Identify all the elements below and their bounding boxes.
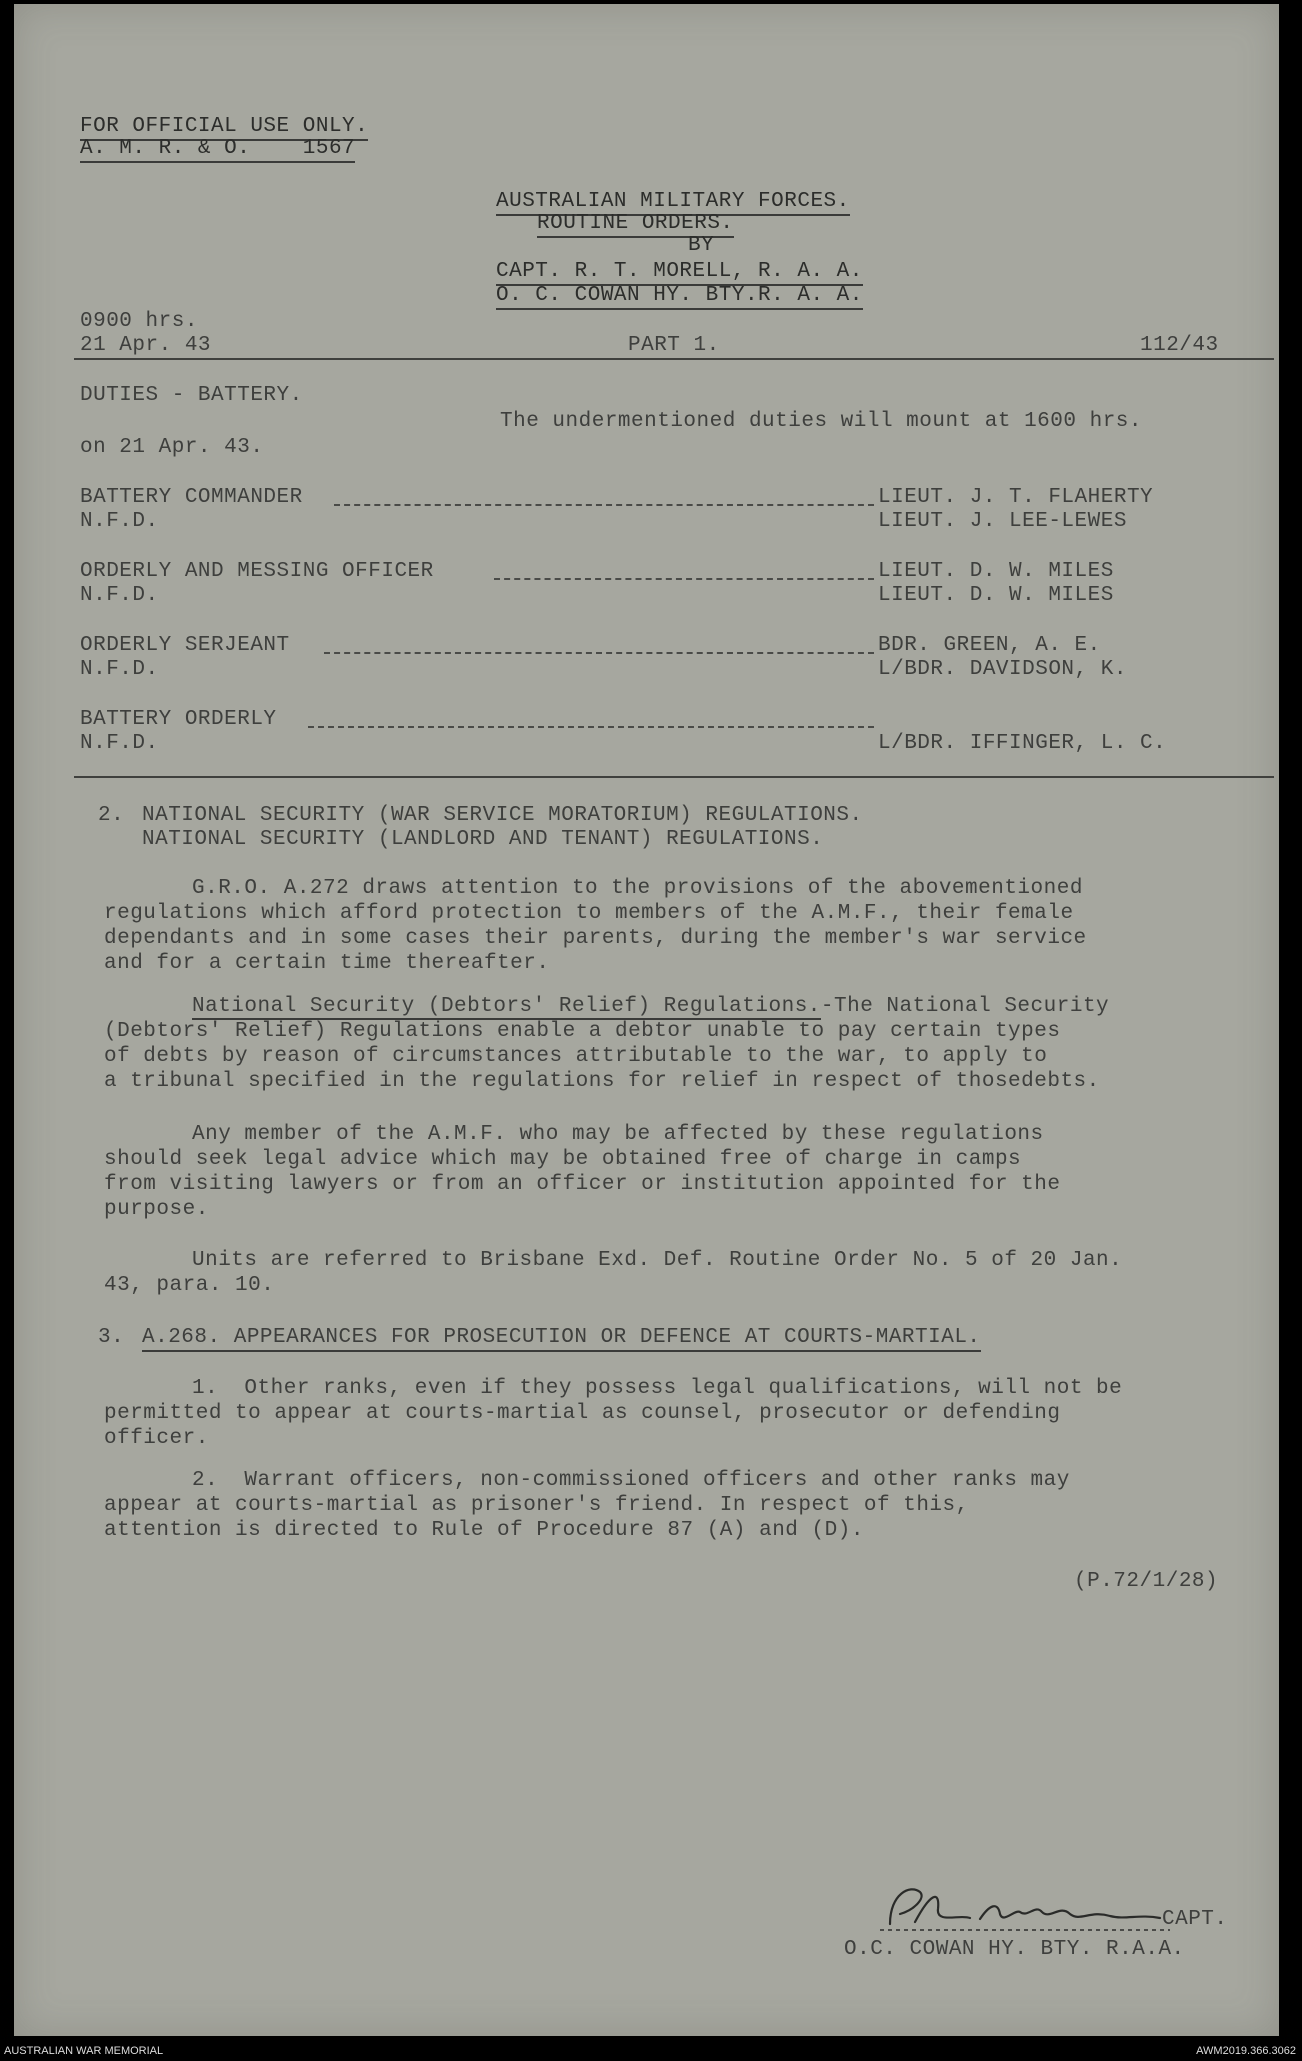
duties-heading: DUTIES - BATTERY. [80, 384, 303, 407]
duty-name-1: LIEUT. D. W. MILES [878, 560, 1114, 583]
section-3-para-1: 1. Other ranks, even if they possess legal qualifications, will not be permitted to appear at courts-martial as counsel, prosecutor or defending officer. [104, 1377, 1123, 1450]
duty-role: BATTERY COMMANDER [80, 486, 303, 509]
section-2-para-4: Units are referred to Brisbane Exd. Def. Routine Order No. 5 of 20 Jan. 43, para. 10. [104, 1249, 1123, 1297]
duties-date: on 21 Apr. 43. [80, 436, 264, 459]
duty-name-2: LIEUT. D. W. MILES [878, 584, 1114, 607]
file-reference: (P.72/1/28) [1074, 1570, 1219, 1593]
title-by: BY [688, 234, 715, 257]
section-3-heading: A.268. APPEARANCES FOR PROSECUTION OR DEFENCE AT COURTS-MARTIAL. [142, 1326, 981, 1352]
duty-role: ORDERLY SERJEANT [80, 634, 290, 657]
leader-dots [308, 726, 874, 728]
section-2-para-3: Any member of the A.M.F. who may be affected by these regulations should seek legal advice which may be obtained free of charge in camps from visiting lawyers or from an officer or institution appointed for the purpose. [104, 1123, 1061, 1221]
duty-name-2: L/BDR. DAVIDSON, K. [878, 658, 1127, 681]
footer-right: AWM2019.366.3062 [1196, 2045, 1296, 2057]
section-divider [74, 776, 1274, 778]
section-3-number: 3. [98, 1326, 125, 1349]
section-2-heading-2: NATIONAL SECURITY (LANDLORD AND TENANT) REGULATIONS. [142, 828, 824, 851]
duty-sub: N.F.D. [80, 510, 159, 533]
header-divider [74, 358, 1274, 360]
section-2-para-1: G.R.O. A.272 draws attention to the provisions of the abovementioned regulations which afford protection to members of the A.M.F., their female dependants and in some cases their parents, during the member's war service and for a certain time thereafter. [104, 877, 1087, 975]
title-oc: O. C. COWAN HY. BTY.R. A. A. [496, 284, 863, 310]
section-2-number: 2. [98, 804, 125, 827]
amr-reference: A. M. R. & O. 1567 [80, 137, 355, 163]
section-2-heading-1: NATIONAL SECURITY (WAR SERVICE MORATORIUM) REGULATIONS. [142, 804, 863, 827]
leader-dots [494, 578, 874, 580]
duty-sub: N.F.D. [80, 658, 159, 681]
duties-intro: The undermentioned duties will mount at 1600 hrs. [500, 410, 1143, 433]
debtors-relief-heading: National Security (Debtors' Relief) Regulations. [192, 995, 821, 1018]
duty-name-1: BDR. GREEN, A. E. [878, 634, 1101, 657]
document-page [14, 4, 1279, 2036]
duty-role: BATTERY ORDERLY [80, 708, 277, 731]
title-forces: AUSTRALIAN MILITARY FORCES. [496, 190, 850, 216]
order-number: 112/43 [1140, 334, 1219, 357]
order-date: 21 Apr. 43 [80, 334, 212, 357]
footer-left: AUSTRALIAN WAR MEMORIAL [4, 2045, 164, 2057]
duty-role: ORDERLY AND MESSING OFFICER [80, 560, 434, 583]
part-label: PART 1. [628, 334, 720, 357]
official-use-line: FOR OFFICIAL USE ONLY. [80, 115, 368, 141]
leader-dots [334, 504, 874, 506]
leader-dots [324, 652, 874, 654]
duty-name-2: LIEUT. J. LEE-LEWES [878, 510, 1127, 533]
handwritten-signature [870, 1874, 1190, 1944]
duty-sub: N.F.D. [80, 732, 159, 755]
section-3-para-2: 2. Warrant officers, non-commissioned officers and other ranks may appear at courts-martial as prisoner's friend. In respect of this, attention is directed to Rule of Procedure 87 (A) and (D). [104, 1469, 1070, 1542]
title-routine-orders: ROUTINE ORDERS. [537, 212, 734, 238]
signature-rank: CAPT. [1162, 1908, 1228, 1931]
section-2-para-2: National Security (Debtors' Relief) Regulations.-The National Security (Debtors' Relief) Regulations enable a debtor unable to pay certain types of debts by reason of circumstances attributable to the war, to apply to a tribunal specified in the regulations for relief in respect of thosedebts. [104, 995, 1110, 1093]
duty-name-1: LIEUT. J. T. FLAHERTY [878, 486, 1154, 509]
order-time: 0900 hrs. [80, 310, 198, 333]
duty-sub: N.F.D. [80, 584, 159, 607]
title-capt: CAPT. R. T. MORELL, R. A. A. [496, 260, 863, 286]
signature-unit: O.C. COWAN HY. BTY. R.A.A. [844, 1938, 1185, 1961]
duty-name-2: L/BDR. IFFINGER, L. C. [878, 732, 1167, 755]
